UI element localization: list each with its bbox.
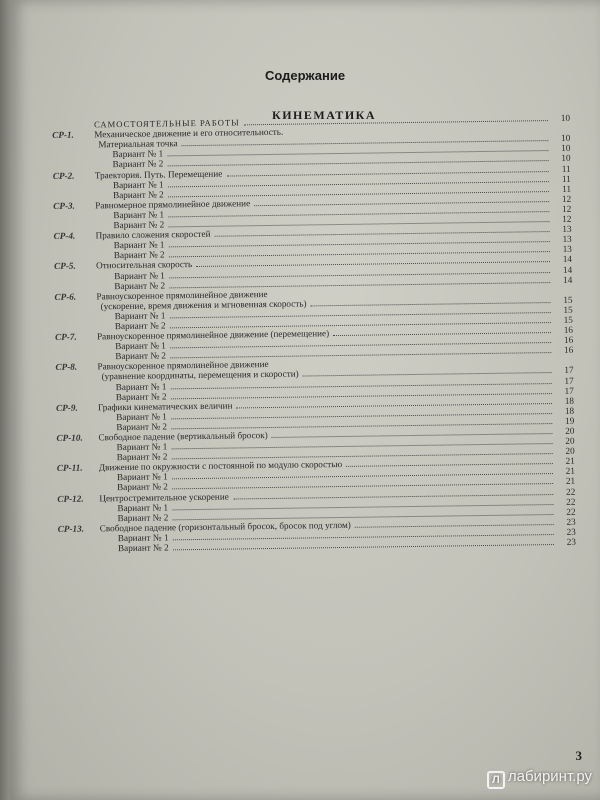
watermark-text: лабиринт.ру [507,768,592,785]
toc-entry-page: 15 [563,294,573,305]
toc-entry-page: 22 [566,496,576,507]
toc-entry-page: 23 [566,526,576,537]
toc-entry-title: Движение по окружности с постоянной по модулю скоростью [98,459,343,473]
toc-entry-title: Вариант № 2 [116,451,168,463]
toc-entry-title: Относительная скорость [95,259,193,271]
toc-entry-page: 20 [565,445,575,457]
toc-entry-page: 10 [561,143,571,154]
toc-entry-title: Вариант № 1 [114,310,166,322]
toc-entry-page: 16 [564,344,574,356]
toc-entry-title: Свободное падение (вертикальный бросок) [98,430,268,443]
toc-entry-title: Графики кинематических величин [97,400,233,413]
toc-entry-page: 21 [565,476,576,487]
toc-entry-title: Вариант № 1 [114,269,165,281]
toc-entry-title: Равноускоренное прямолинейное движение (перемещение) [96,328,330,342]
toc-entry-title: Вариант № 1 [116,411,167,422]
dot-leader [173,544,554,550]
toc-entry-page: 18 [564,405,575,416]
toc-entry-page: 11 [562,183,572,194]
toc-entry-page: 12 [562,213,572,224]
toc-entry-number: СР-9. [55,402,78,413]
toc-entry-title: САМОСТОЯТЕЛЬНЫЕ РАБОТЫ [93,117,240,130]
toc-entry-title: Вариант № 2 [114,280,166,291]
toc-entry-page: 12 [562,203,572,214]
table-of-contents [52,113,576,554]
toc-entry-title: Вариант № 2 [117,481,168,493]
toc-entry-title: Вариант № 2 [115,350,167,362]
toc-entry-title: (уравнение координаты, перемещения и скорости) [101,369,299,382]
toc-entry-page: 12 [561,193,572,204]
toc-entry-number [58,553,100,554]
toc-entry-title: Вариант № 1 [116,471,168,483]
toc-entry-title: Вариант № 1 [115,380,167,392]
toc-entry-page: 17 [564,365,574,376]
toc-entry-page: 18 [564,395,575,406]
toc-entry-number: СР-5. [53,261,76,272]
toc-entry-page: 14 [563,274,573,285]
section-heading: КИНЕМАТИКА [272,108,377,122]
toc-entry-title: Правило сложения скоростей [95,228,211,241]
toc-entry-title: Равномерное прямолинейное движение [95,198,251,211]
toc-entry-page: 21 [565,466,576,477]
toc-entry-page: 16 [563,324,574,335]
toc-entry-page: 14 [562,254,573,265]
toc-entry-title: Вариант № 2 [113,249,165,261]
toc-entry-title: Вариант № 2 [112,189,164,200]
toc-entry-title: Вариант № 2 [117,512,169,523]
toc-entry-title: Вариант № 1 [117,502,169,513]
toc-entry-title: Вариант № 1 [115,340,166,352]
toc-entry-number: СР-3. [53,200,75,211]
toc-entry-page: 10 [561,153,571,164]
toc-entry-page: 11 [561,173,571,184]
book-page [10,0,600,800]
toc-entry-page: 22 [566,506,576,517]
toc-entry-title: Центростремительное ускорение [99,491,229,503]
toc-entry-title: Вариант № 2 [117,542,169,554]
toc-entry-page: 11 [561,163,571,174]
toc-entry-title: Вариант № 1 [112,179,164,190]
toc-entry-page: 23 [566,536,577,547]
toc-entry-title: (ускорение, время движения и мгновенная скорость) [100,298,307,312]
toc-entry-page: 23 [566,516,576,527]
toc-entry-number: СР-12. [57,493,84,504]
toc-entry-number: СР-1. [52,129,74,141]
toc-entry-number: СР-6. [54,291,77,302]
toc-entry-title: Равноускоренное прямолинейное движение [96,288,268,302]
toc-entry-title: Вариант № 2 [112,158,164,170]
toc-entry-page: 10 [561,133,571,144]
labirint-logo-icon: Л [487,771,505,789]
toc-entry-page: 15 [563,314,573,325]
toc-entry-number: СР-7. [54,331,77,343]
toc-entry-page: 14 [562,264,573,275]
toc-entry-title: Вариант № 1 [116,441,168,453]
toc-entry-number: СР-8. [55,362,78,373]
toc-entry-page: 10 [560,112,571,123]
toc-entry-page: 21 [565,456,575,467]
toc-entry-page: 22 [565,486,576,497]
toc-entry-title: Вариант № 2 [115,391,167,402]
toc-entry-number: СР-10. [56,432,83,443]
toc-entry-page: 13 [562,244,572,255]
toc-entry-number: СР-4. [53,230,76,242]
toc-entry-title: Вариант № 2 [116,421,168,433]
toc-entry-page: 13 [562,233,572,245]
page-number: 3 [575,748,582,763]
toc-entry-page: 13 [562,223,572,235]
toc-entry-title: Вариант № 1 [117,532,169,544]
toc-entry-title: Вариант № 2 [114,320,166,332]
toc-entry-title: Механическое движение и его относительность. [94,126,284,140]
toc-entry-title: Равноускоренное прямолинейное движение [97,359,269,372]
toc-entry-page: 17 [564,385,574,396]
toc-entry-title: Свободное падение (горизонтальный бросок, бросок под углом) [99,519,351,534]
toc-entry-page: 16 [563,334,574,346]
watermark [487,768,592,789]
toc-entry-title: Вариант № 2 [113,219,165,231]
toc-entry-title: Вариант № 1 [112,148,164,160]
toc-entry-page: 20 [565,425,575,436]
toc-entry-number: СР-2. [52,170,75,181]
toc-entry-title: Вариант № 1 [113,209,165,221]
toc-entry-title: Траектория. Путь. Перемещение [94,168,223,180]
toc-entry-title: Вариант № 1 [113,239,165,251]
toc-entry-page: 15 [563,304,573,315]
toc-entry-number: СР-11. [56,462,83,474]
toc-entry-page: 17 [564,375,574,386]
toc-entry-title: Материальная точка [98,138,178,150]
page-title: Содержание [265,68,346,83]
toc-entry-number: СР-13. [57,523,85,534]
toc-entry-page: 19 [564,415,575,426]
toc-entry-page: 20 [565,435,575,446]
